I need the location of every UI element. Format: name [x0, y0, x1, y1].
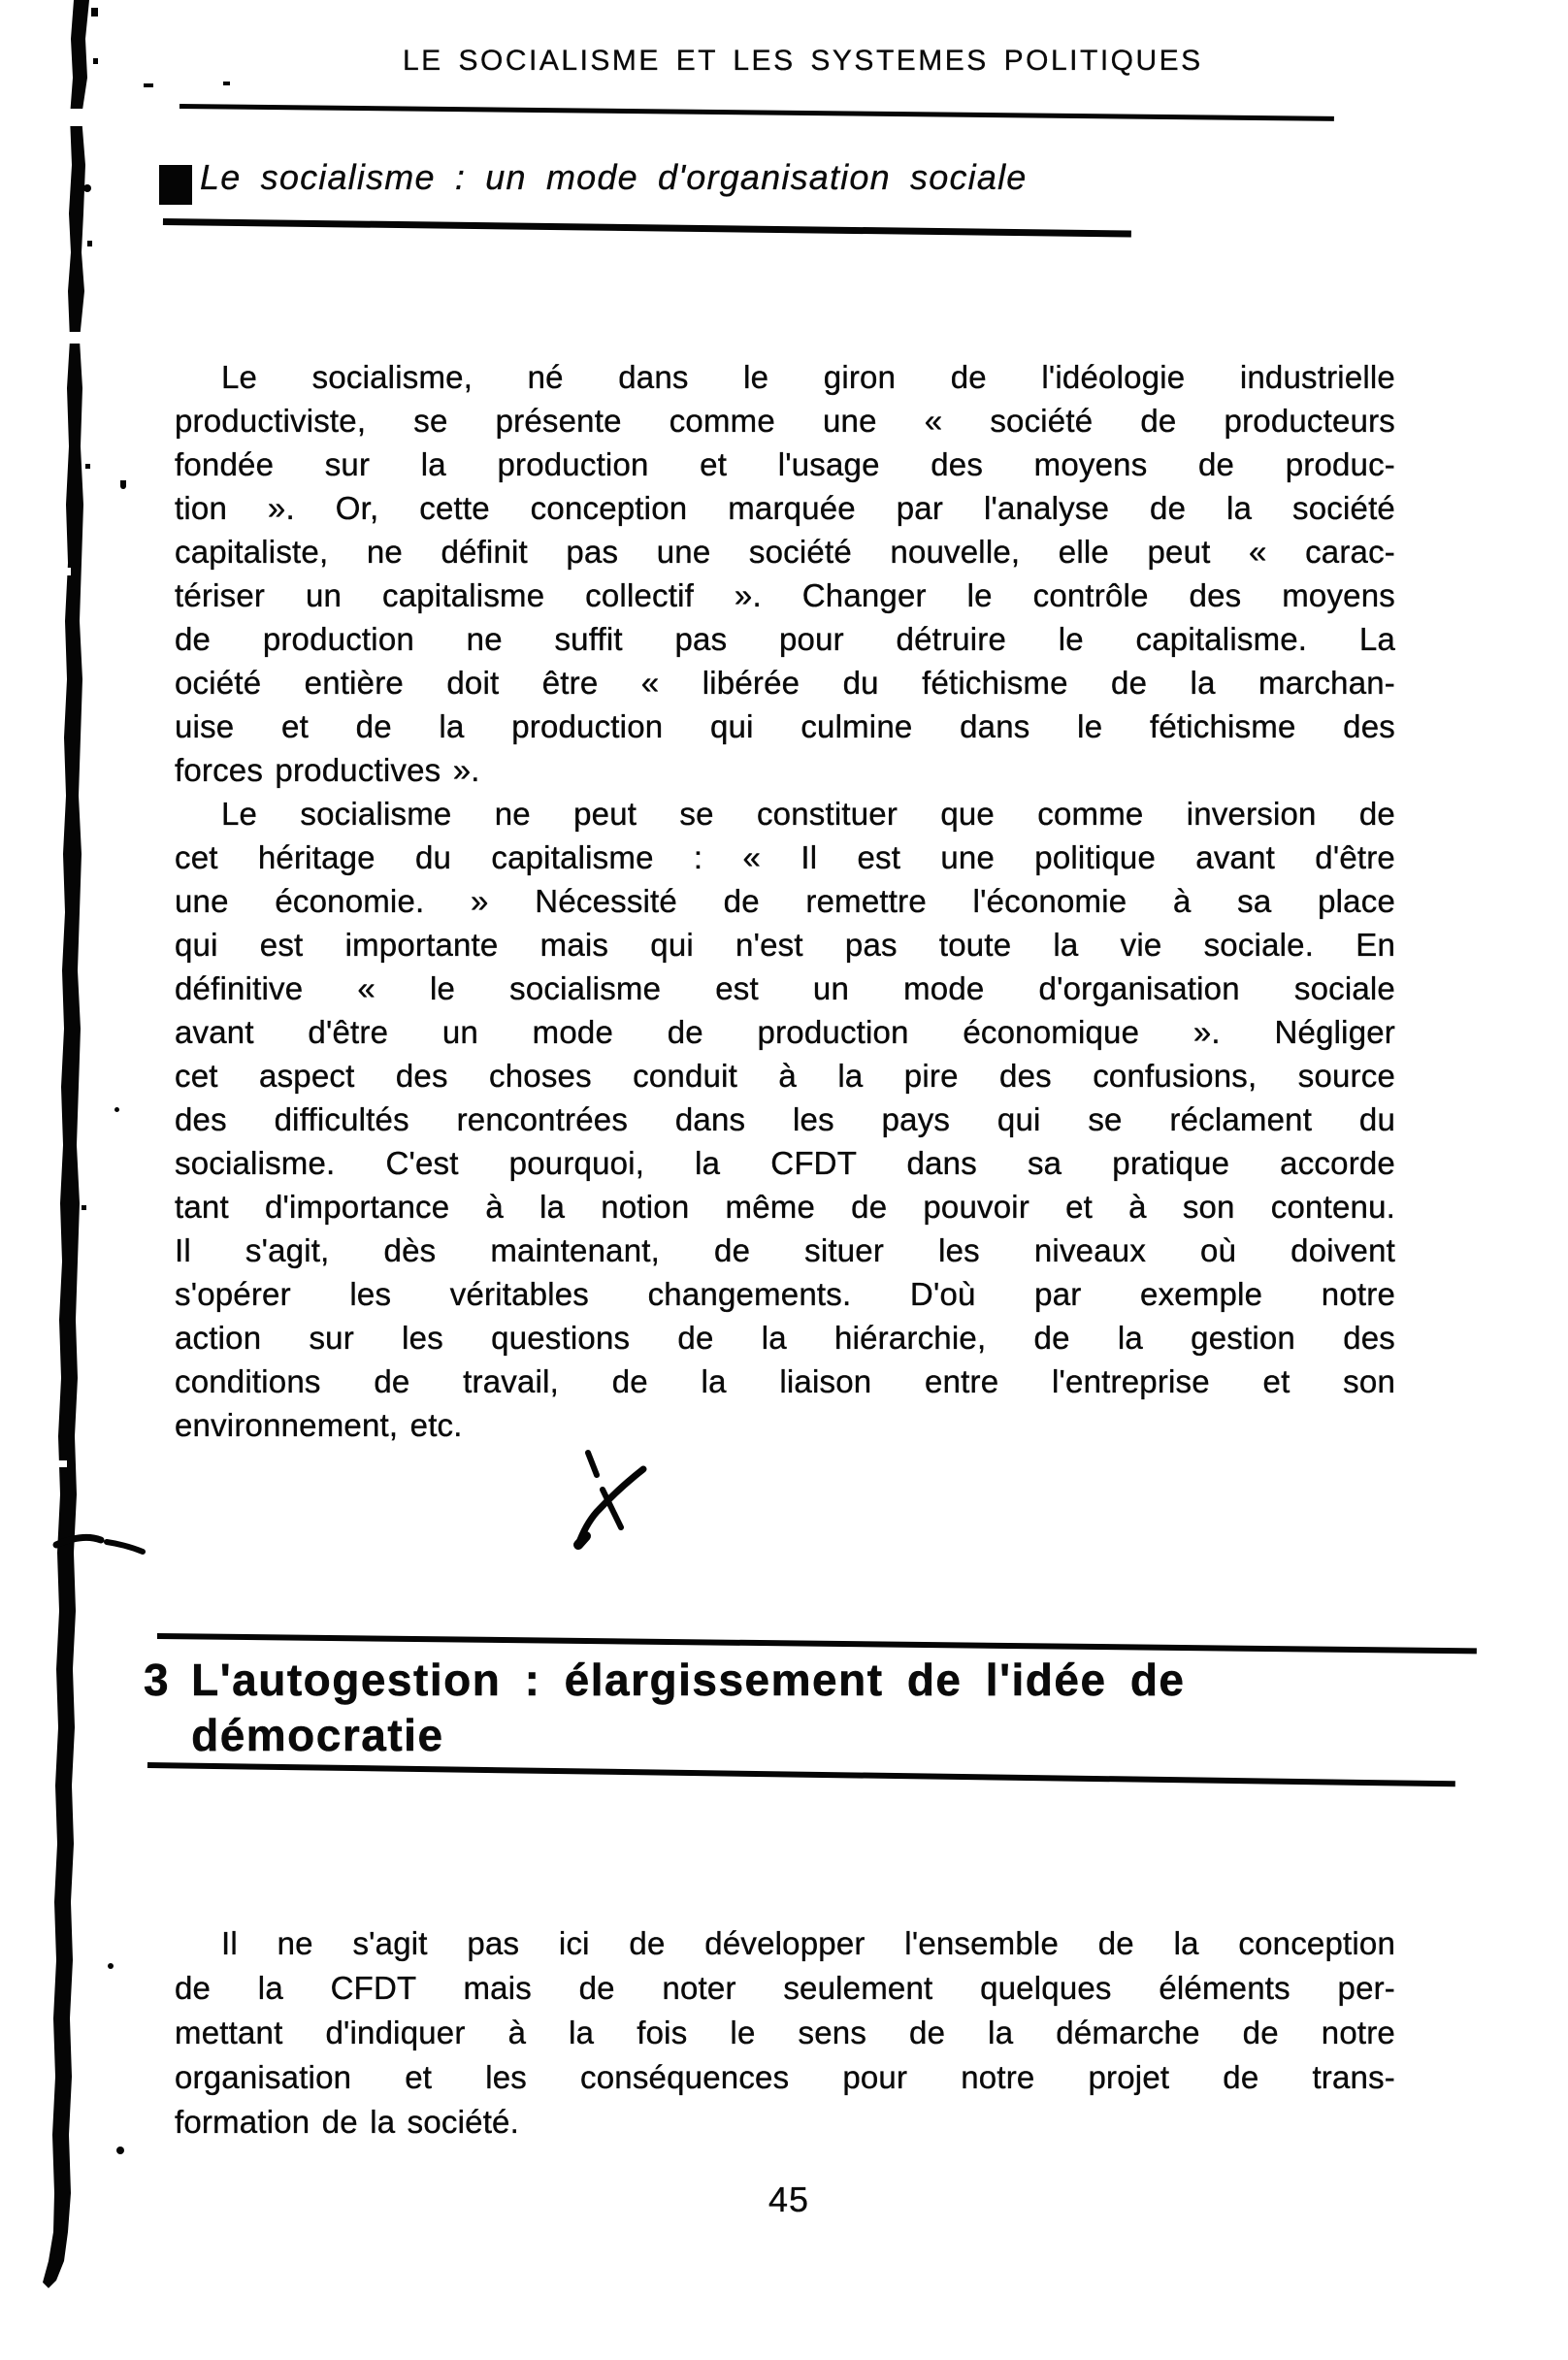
intro-heading: Le socialisme : un mode d'organisation sociale — [200, 157, 1028, 197]
ink-speck — [223, 82, 230, 85]
text-line: environnement, etc. — [175, 1407, 463, 1443]
text-line: s'opérer les véritables changements. D'où par exemple notre — [175, 1276, 1395, 1312]
chapter-title — [191, 1653, 1185, 1763]
ink-speck — [144, 83, 153, 87]
page-number: 45 — [768, 2180, 810, 2219]
text-line: socialisme. C'est pourquoi, la CFDT dans sa pratique accorde — [175, 1145, 1395, 1181]
text-line: action sur les questions de la hiérarchie, de la gestion des — [175, 1320, 1395, 1356]
text-line: de la CFDT mais de noter seulement quelques éléments per- — [175, 1970, 1395, 2006]
text-line: organisation et les conséquences pour notre projet de trans- — [175, 2059, 1395, 2095]
text-line: Il s'agit, dès maintenant, de situer les niveaux où doivent — [175, 1232, 1395, 1268]
ink-speck — [108, 1963, 114, 1969]
pen-dash-mark — [56, 1537, 101, 1545]
text-line: de production ne suffit pas pour détruire le capitalisme. La — [175, 621, 1395, 657]
intro-heading-rule — [163, 218, 1131, 238]
chapter-title-line2: démocratie — [191, 1710, 444, 1760]
text-line: des difficultés rencontrées dans les pays qui se réclament du — [175, 1101, 1395, 1137]
paragraph-3 — [175, 1921, 1395, 2145]
text-line: Le socialisme, né dans le giron de l'idéologie industrielle — [221, 359, 1395, 395]
square-bullet-icon — [159, 165, 192, 205]
paragraph-2 — [175, 792, 1395, 1447]
ink-speck — [120, 480, 126, 489]
chapter-rule-top — [157, 1633, 1477, 1654]
text-line: formation de la société. — [175, 2104, 519, 2140]
text-line: fondée sur la production et l'usage des moyens de produc- — [175, 446, 1395, 482]
chapter-heading — [144, 1653, 1483, 1763]
text-line: tion ». Or, cette conception marquée par l'analyse de la société — [175, 490, 1395, 526]
text-line: cet aspect des choses conduit à la pire des confusions, source — [175, 1058, 1395, 1094]
text-line: tant d'importance à la notion même de pouvoir et à son contenu. — [175, 1189, 1395, 1225]
ink-speck — [114, 1107, 119, 1112]
text-line: Le socialisme ne peut se constituer que comme inversion de — [221, 796, 1395, 832]
text-line: une économie. » Nécessité de remettre l'économie à sa place — [175, 883, 1395, 919]
header-rule — [180, 104, 1334, 121]
text-line: productiviste, se présente comme une « société de producteurs — [175, 403, 1395, 439]
text-line: Il ne s'agit pas ici de développer l'ensemble de la conception — [221, 1925, 1395, 1961]
text-line: qui est importante mais qui n'est pas toute la vie sociale. En — [175, 927, 1395, 963]
text-line: ociété entière doit être « libérée du fétichisme de la marchan- — [175, 665, 1395, 701]
text-line: définitive « le socialisme est un mode d'organisation sociale — [175, 970, 1395, 1006]
text-line: cet héritage du capitalisme : « Il est une politique avant d'être — [175, 839, 1395, 875]
chapter-number: 3 — [144, 1655, 171, 1705]
chapter-title-line1: L'autogestion : élargissement de l'idée de — [191, 1655, 1186, 1705]
chapter-rule-bottom — [147, 1762, 1455, 1786]
ink-speck — [116, 2147, 124, 2154]
text-line: tériser un capitalisme collectif ». Changer le contrôle des moyens — [175, 577, 1395, 613]
paragraph-1 — [175, 355, 1395, 792]
text-line: avant d'être un mode de production économique ». Négliger — [175, 1014, 1395, 1050]
scan-gutter-artifact — [0, 0, 155, 2360]
ink-speck — [83, 184, 91, 192]
handwritten-x-mark — [563, 1436, 670, 1572]
text-line: uise et de la production qui culmine dans le fétichisme des — [175, 708, 1395, 744]
text-line: forces productives ». — [175, 752, 480, 788]
text-line: conditions de travail, de la liaison entre l'entreprise et son — [175, 1363, 1395, 1399]
running-header: LE SOCIALISME ET LES SYSTEMES POLITIQUES — [403, 45, 1203, 77]
text-line: capitaliste, ne définit pas une société nouvelle, elle peut « carac- — [175, 534, 1395, 570]
text-line: mettant d'indiquer à la fois le sens de la démarche de notre — [175, 2015, 1395, 2050]
